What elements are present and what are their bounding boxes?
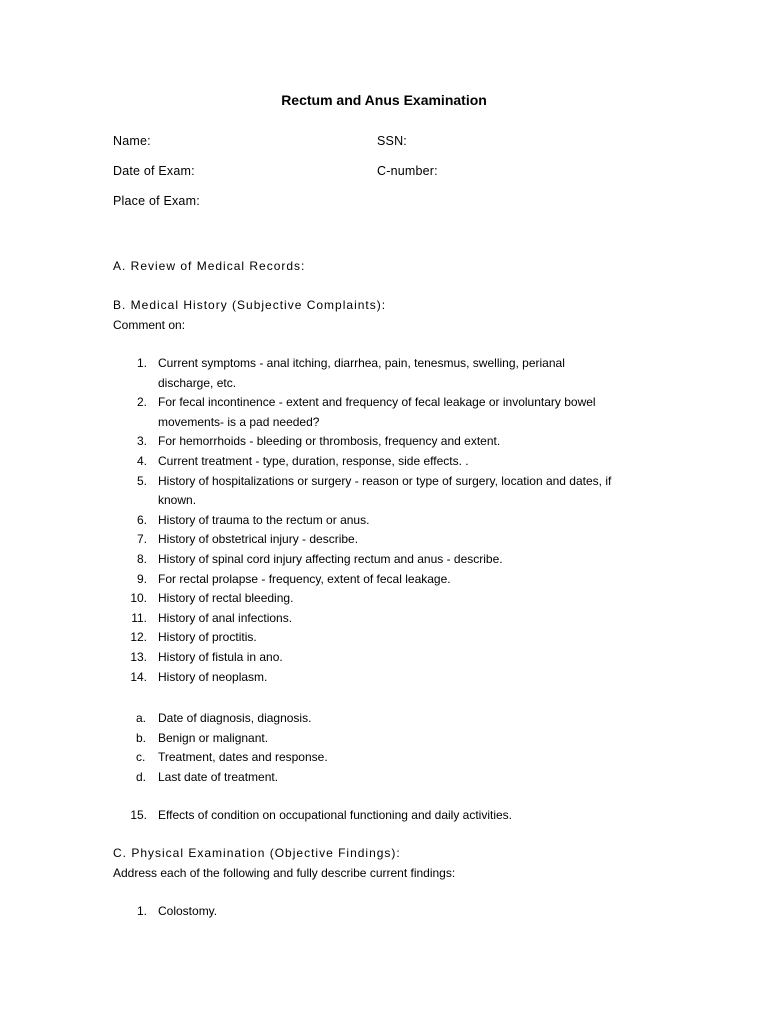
sub-list-item bbox=[0, 709, 768, 729]
section-a-heading: A. Review of Medical Records: bbox=[113, 259, 306, 273]
neoplasm-sub-list bbox=[0, 709, 768, 787]
list-item bbox=[0, 628, 768, 648]
list-item bbox=[0, 432, 768, 452]
sub-list-letter: c. bbox=[136, 750, 146, 765]
date-of-exam-label: Date of Exam: bbox=[113, 164, 195, 178]
sub-list-text: Treatment, dates and response. bbox=[158, 750, 328, 765]
list-item-number: 9. bbox=[136, 571, 147, 586]
sub-list-item bbox=[0, 748, 768, 768]
section-b-list-continued bbox=[0, 806, 768, 826]
list-item bbox=[0, 472, 768, 492]
list-item-number: 11. bbox=[131, 610, 147, 625]
sub-list-letter: b. bbox=[136, 730, 147, 745]
sub-list-item bbox=[0, 768, 768, 788]
list-item-number: 4. bbox=[136, 453, 147, 468]
list-item bbox=[0, 589, 768, 609]
list-item-continuation bbox=[0, 491, 768, 511]
list-item-number: 6. bbox=[136, 512, 147, 527]
list-item bbox=[0, 511, 768, 531]
name-label: Name: bbox=[113, 134, 151, 148]
list-item bbox=[0, 648, 768, 668]
list-item-number: 1. bbox=[136, 904, 147, 918]
document-title: Rectum and Anus Examination bbox=[281, 92, 487, 108]
list-item bbox=[0, 609, 768, 629]
list-item-text: For rectal prolapse - frequency, extent of fecal leakage. bbox=[158, 571, 451, 586]
section-c-heading: C. Physical Examination (Objective Findings): bbox=[113, 846, 401, 860]
list-item-number: 14. bbox=[130, 669, 147, 684]
list-item-text: History of proctitis. bbox=[158, 630, 257, 645]
list-item bbox=[0, 530, 768, 550]
sub-list-item bbox=[0, 729, 768, 749]
list-item-text: History of hospitalizations or surgery - reason or type of surgery, location and dates, if bbox=[158, 473, 612, 488]
list-item-continuation bbox=[0, 413, 768, 433]
sub-list-text: Benign or malignant. bbox=[158, 730, 269, 745]
list-item-continuation bbox=[0, 374, 768, 394]
list-item-text: History of trauma to the rectum or anus. bbox=[158, 512, 370, 527]
list-item-number: 1. bbox=[136, 356, 147, 370]
place-of-exam-label: Place of Exam: bbox=[113, 194, 200, 208]
sub-list-letter: d. bbox=[136, 769, 147, 784]
list-item-text: History of rectal bleeding. bbox=[158, 591, 294, 606]
list-item-text: History of obstetrical injury - describe. bbox=[158, 532, 359, 547]
list-item bbox=[0, 393, 768, 413]
list-item bbox=[0, 668, 768, 688]
list-item-text: Current symptoms - anal itching, diarrhea, pain, tenesmus, swelling, perianal bbox=[158, 356, 565, 370]
list-item-text: For fecal incontinence - extent and frequency of fecal leakage or involuntary bowel bbox=[158, 395, 596, 410]
list-item-number: 13. bbox=[130, 649, 147, 664]
list-item bbox=[0, 902, 768, 922]
list-item-text: For hemorrhoids - bleeding or thrombosis, frequency and extent. bbox=[158, 434, 501, 449]
list-item bbox=[0, 452, 768, 472]
list-item-number: 15. bbox=[130, 808, 147, 822]
list-item bbox=[0, 550, 768, 570]
list-item bbox=[0, 806, 768, 826]
list-item-number: 7. bbox=[136, 532, 147, 547]
list-item-text: History of neoplasm. bbox=[158, 669, 268, 684]
list-item-number: 8. bbox=[136, 551, 147, 566]
list-item bbox=[0, 354, 768, 374]
section-b-heading: B. Medical History (Subjective Complaints): bbox=[113, 298, 387, 312]
list-item-text: discharge, etc. bbox=[158, 375, 237, 390]
list-item bbox=[0, 570, 768, 590]
list-item-text: Current treatment - type, duration, response, side effects. . bbox=[158, 453, 469, 468]
list-item-text: Colostomy. bbox=[158, 904, 218, 918]
list-item-text: known. bbox=[158, 493, 197, 508]
section-c-list bbox=[0, 902, 768, 922]
section-b-intro: Comment on: bbox=[113, 318, 186, 332]
section-b-list bbox=[0, 354, 768, 687]
list-item-number: 12. bbox=[130, 630, 147, 645]
ssn-label: SSN: bbox=[377, 134, 407, 148]
list-item-text: Effects of condition on occupational functioning and daily activities. bbox=[158, 808, 512, 822]
list-item-number: 5. bbox=[136, 473, 147, 488]
section-c-intro: Address each of the following and fully describe current findings: bbox=[113, 866, 456, 880]
list-item-text: movements- is a pad needed? bbox=[158, 414, 320, 429]
sub-list-letter: a. bbox=[136, 711, 147, 725]
c-number-label: C-number: bbox=[377, 164, 438, 178]
list-item-number: 10. bbox=[130, 591, 147, 606]
list-item-text: History of fistula in ano. bbox=[158, 649, 283, 664]
sub-list-text: Last date of treatment. bbox=[158, 769, 279, 784]
list-item-number: 3. bbox=[136, 434, 147, 449]
list-item-number: 2. bbox=[136, 395, 147, 410]
sub-list-text: Date of diagnosis, diagnosis. bbox=[158, 711, 312, 725]
list-item-text: History of spinal cord injury affecting rectum and anus - describe. bbox=[158, 551, 503, 566]
list-item-text: History of anal infections. bbox=[158, 610, 293, 625]
